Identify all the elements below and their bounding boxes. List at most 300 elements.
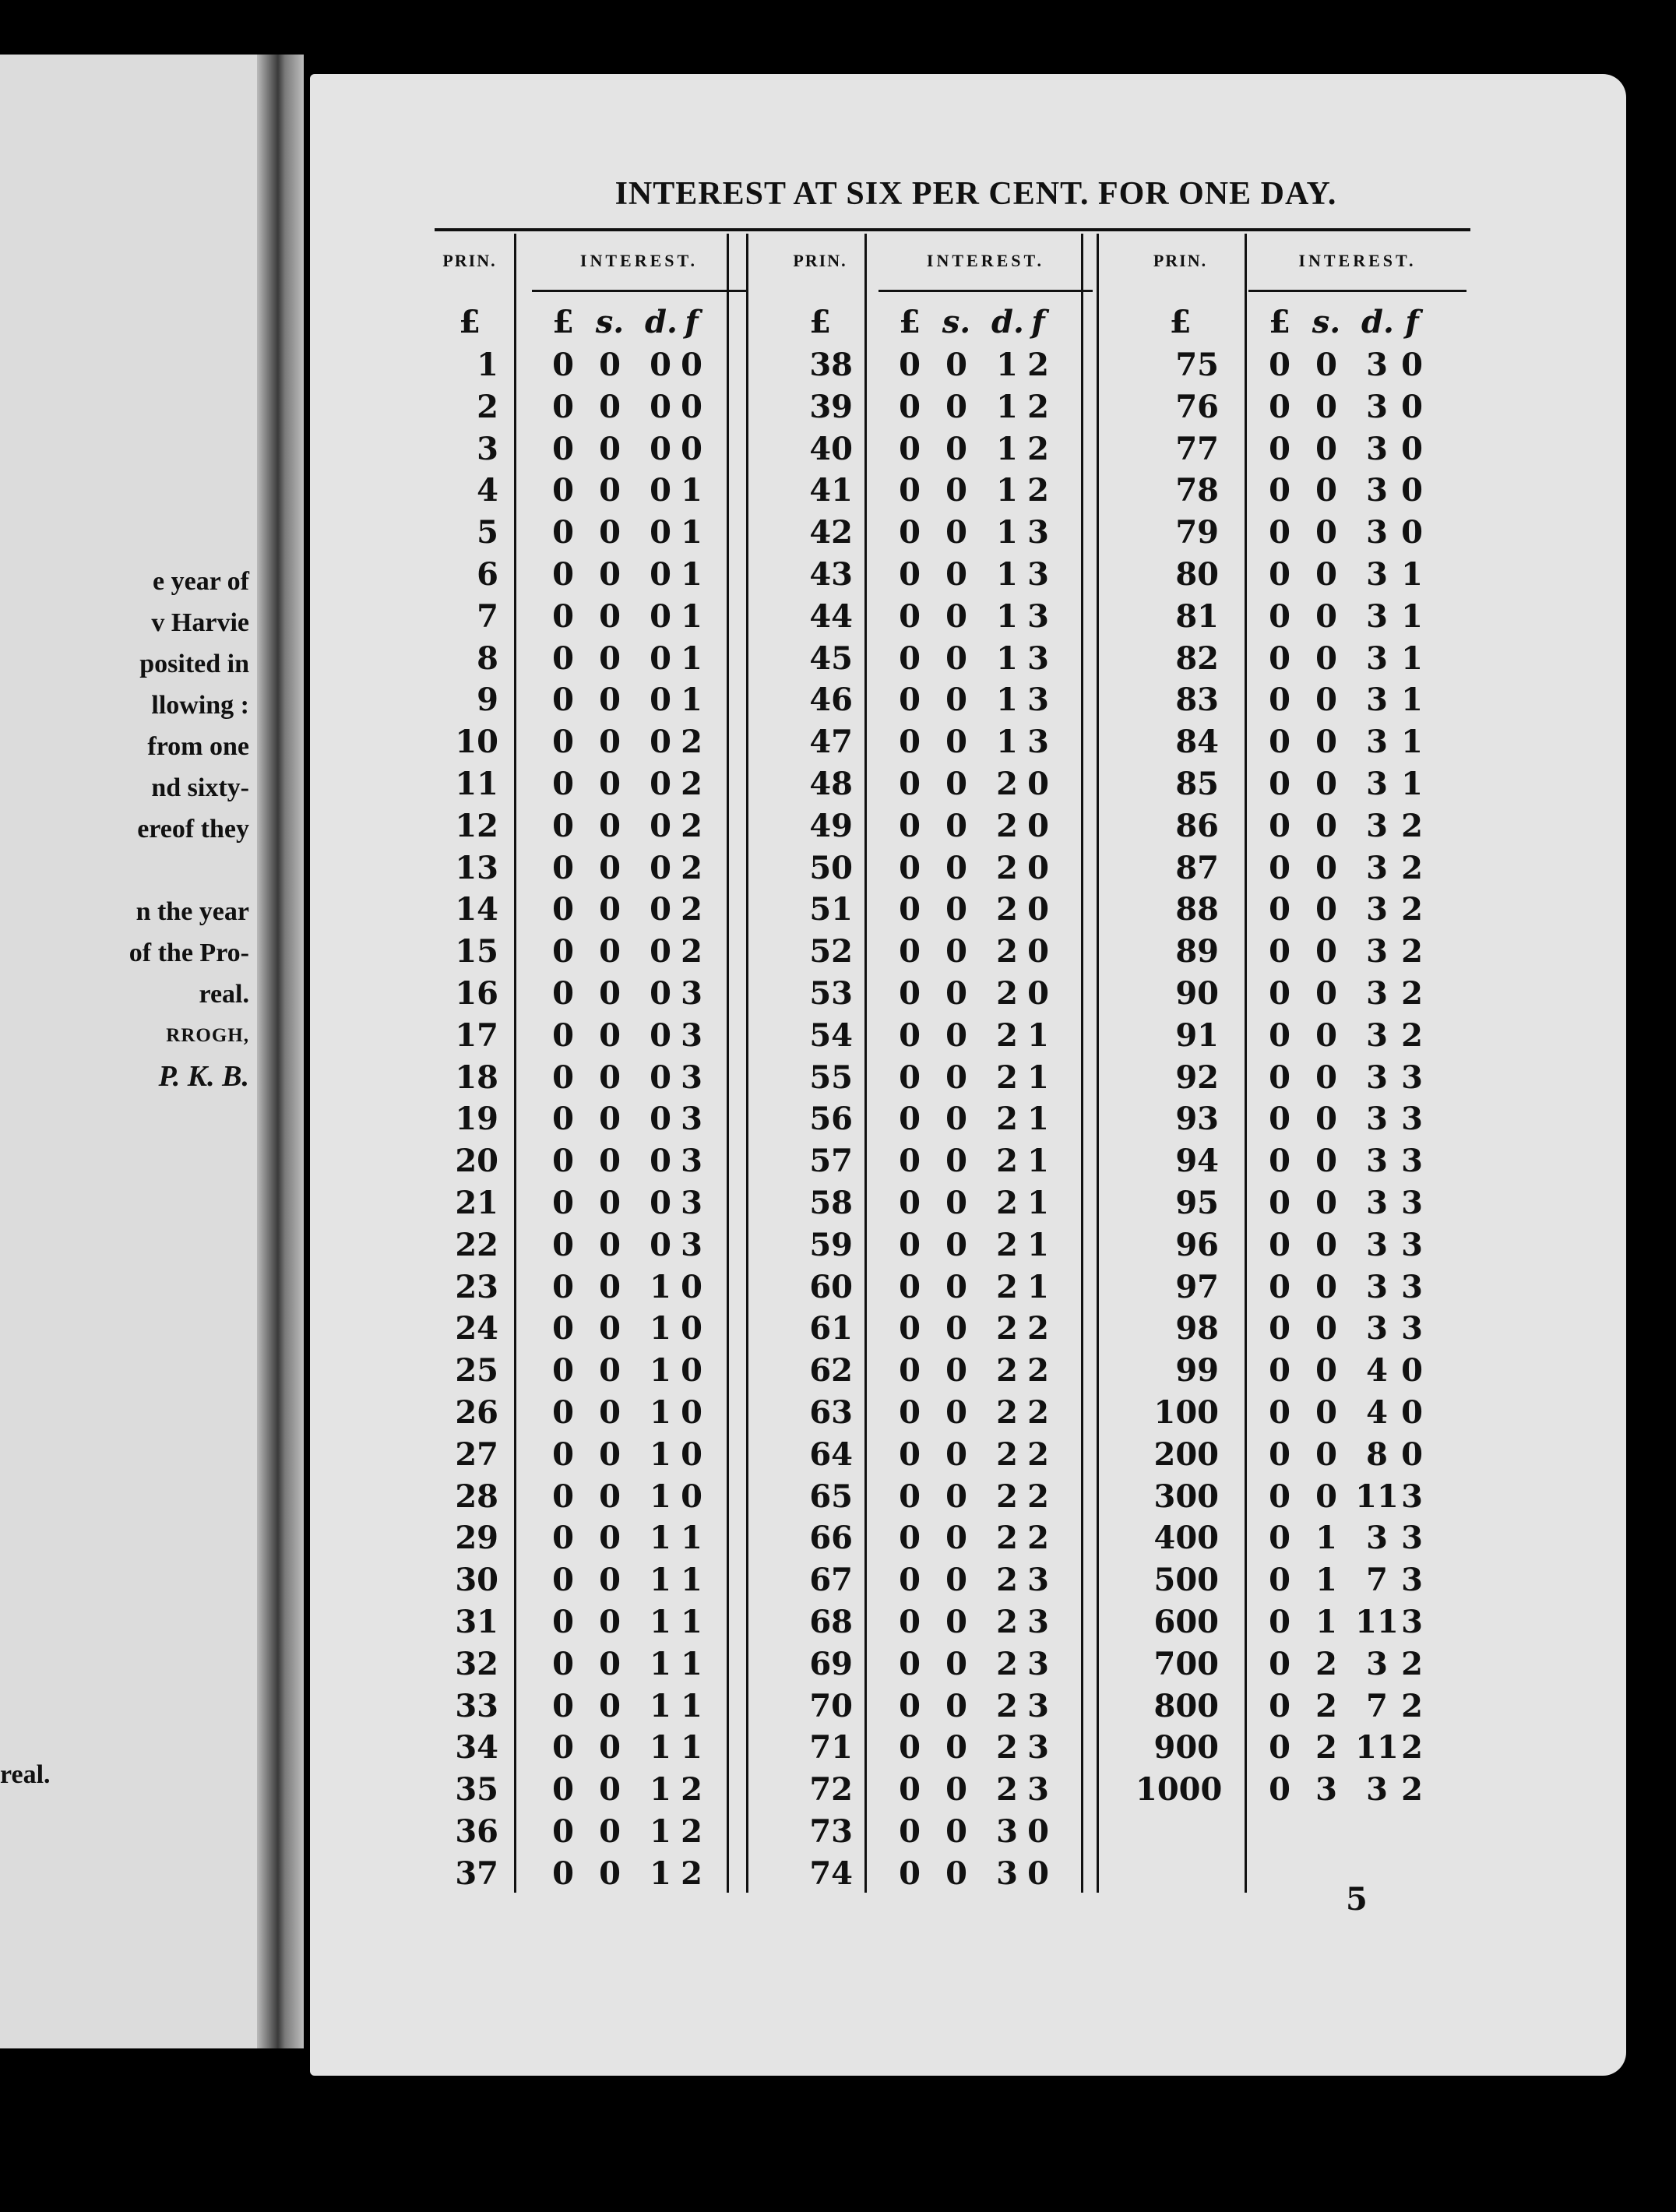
shillings-cell: 0 xyxy=(599,1435,621,1473)
shillings-cell: 0 xyxy=(1315,514,1337,551)
shillings-cell: 0 xyxy=(945,1520,967,1557)
table-row xyxy=(1136,1394,1443,1436)
pence-cell: 1 xyxy=(650,1645,671,1682)
farthings-cell: 3 xyxy=(681,1058,702,1096)
pence-cell: 0 xyxy=(650,639,671,677)
left-page-line: llowing : xyxy=(151,691,249,720)
principal-cell: 5 xyxy=(477,514,498,551)
table-row xyxy=(781,1436,1069,1478)
pounds-cell: 0 xyxy=(899,1562,921,1599)
principal-cell: 600 xyxy=(1153,1603,1219,1640)
pounds-cell: 0 xyxy=(552,1812,574,1850)
principal-cell: 29 xyxy=(455,1520,498,1557)
principal-cell: 45 xyxy=(809,639,853,677)
pounds-cell: 0 xyxy=(899,682,921,719)
pounds-cell: 0 xyxy=(899,1603,921,1640)
pence-cell: 11 xyxy=(1355,1478,1399,1515)
principal-cell: 54 xyxy=(809,1016,853,1054)
pence-cell: 2 xyxy=(996,1603,1018,1640)
farthings-cell: 2 xyxy=(1401,807,1423,844)
farthings-cell: 3 xyxy=(1027,1687,1049,1724)
shillings-cell: 0 xyxy=(1315,555,1337,593)
shillings-cell: 0 xyxy=(599,1687,621,1724)
shillings-cell: 0 xyxy=(945,1393,967,1431)
principal-cell: 44 xyxy=(809,597,853,635)
pounds-cell: 0 xyxy=(1269,974,1290,1012)
shillings-cell: 0 xyxy=(945,1184,967,1221)
pence-cell: 3 xyxy=(1366,682,1388,719)
farthings-cell: 2 xyxy=(1027,1352,1049,1390)
pounds-cell: 0 xyxy=(899,1478,921,1515)
farthings-cell: 2 xyxy=(681,1771,702,1809)
farthings-cell: 3 xyxy=(1027,682,1049,719)
table-row xyxy=(781,1562,1069,1604)
shillings-cell: 0 xyxy=(599,1226,621,1263)
farthings-cell: 3 xyxy=(1401,1310,1423,1347)
shillings-cell: 0 xyxy=(945,724,967,761)
table-row xyxy=(1136,1227,1443,1269)
farthings-cell: 2 xyxy=(1027,1520,1049,1557)
pence-cell: 1 xyxy=(650,1854,671,1892)
shillings-cell: 0 xyxy=(945,974,967,1012)
table-row xyxy=(435,1227,723,1269)
pence-cell: 0 xyxy=(650,1184,671,1221)
farthings-cell: 1 xyxy=(1027,1268,1049,1305)
pounds-cell: 0 xyxy=(552,1729,574,1766)
farthings-cell: 1 xyxy=(1401,682,1423,719)
unit-label: £ xyxy=(1269,304,1290,340)
pence-cell: 1 xyxy=(996,724,1018,761)
pence-cell: 0 xyxy=(650,1226,671,1263)
table-row xyxy=(435,850,723,892)
pounds-cell: 0 xyxy=(552,1226,574,1263)
shillings-cell: 0 xyxy=(945,514,967,551)
table-row xyxy=(781,472,1069,514)
table-row xyxy=(781,1771,1069,1813)
shillings-cell: 0 xyxy=(599,1352,621,1390)
table-row xyxy=(435,1813,723,1855)
principal-cell: 47 xyxy=(809,724,853,761)
pence-cell: 3 xyxy=(1366,891,1388,928)
pence-cell: 3 xyxy=(1366,974,1388,1012)
pence-cell: 1 xyxy=(650,1603,671,1640)
farthings-cell: 3 xyxy=(681,974,702,1012)
shillings-cell: 0 xyxy=(599,430,621,467)
pounds-cell: 0 xyxy=(1269,1310,1290,1347)
pounds-cell: 0 xyxy=(552,1687,574,1724)
pounds-cell: 0 xyxy=(552,1478,574,1515)
principal-cell: 67 xyxy=(809,1562,853,1599)
table-row xyxy=(435,514,723,556)
pence-cell: 3 xyxy=(1366,430,1388,467)
shillings-cell: 0 xyxy=(1315,724,1337,761)
principal-cell: 84 xyxy=(1175,724,1219,761)
pounds-cell: 0 xyxy=(552,555,574,593)
pounds-cell: 0 xyxy=(899,555,921,593)
table-row xyxy=(1136,1436,1443,1478)
pounds-cell: 0 xyxy=(1269,891,1290,928)
shillings-cell: 0 xyxy=(599,1143,621,1180)
unit-label: d. xyxy=(645,304,678,340)
shillings-cell: 1 xyxy=(1315,1520,1337,1557)
header-interest: INTEREST. xyxy=(926,251,1045,270)
principal-cell: 14 xyxy=(455,891,498,928)
shillings-cell: 0 xyxy=(945,472,967,509)
pounds-cell: 0 xyxy=(899,388,921,425)
farthings-cell: 3 xyxy=(1027,1729,1049,1766)
farthings-cell: 1 xyxy=(1027,1016,1049,1054)
pence-cell: 2 xyxy=(996,1478,1018,1515)
pence-cell: 0 xyxy=(650,933,671,970)
unit-label: s. xyxy=(595,304,625,340)
pence-cell: 1 xyxy=(650,1435,671,1473)
pence-cell: 2 xyxy=(996,849,1018,886)
pounds-cell: 0 xyxy=(899,1184,921,1221)
table-row xyxy=(1136,1352,1443,1394)
principal-cell: 32 xyxy=(455,1645,498,1682)
pence-cell: 0 xyxy=(650,1058,671,1096)
table-row xyxy=(435,1269,723,1311)
shillings-cell: 0 xyxy=(1315,1393,1337,1431)
table-row xyxy=(1136,347,1443,389)
farthings-cell: 1 xyxy=(681,682,702,719)
farthings-cell: 3 xyxy=(1027,514,1049,551)
principal-cell: 56 xyxy=(809,1101,853,1138)
principal-cell: 19 xyxy=(455,1101,498,1138)
farthings-cell: 0 xyxy=(1027,765,1049,802)
unit-label: f xyxy=(685,304,699,340)
pounds-cell: 0 xyxy=(1269,1393,1290,1431)
farthings-cell: 2 xyxy=(681,933,702,970)
table-row xyxy=(781,514,1069,556)
column-rule xyxy=(746,234,748,1893)
left-page-bottom-text: real. xyxy=(0,1760,51,1789)
shillings-cell: 0 xyxy=(1315,388,1337,425)
pounds-cell: 0 xyxy=(1269,514,1290,551)
farthings-cell: 3 xyxy=(1401,1058,1423,1096)
shillings-cell: 0 xyxy=(599,597,621,635)
shillings-cell: 0 xyxy=(1315,933,1337,970)
pounds-cell: 0 xyxy=(1269,1435,1290,1473)
table-row xyxy=(435,556,723,598)
table-row xyxy=(435,975,723,1017)
pounds-cell: 0 xyxy=(552,682,574,719)
farthings-cell: 0 xyxy=(681,1393,702,1431)
principal-cell: 25 xyxy=(455,1352,498,1390)
pounds-cell: 0 xyxy=(899,430,921,467)
shillings-cell: 0 xyxy=(945,1435,967,1473)
table-row xyxy=(781,1310,1069,1352)
table-row xyxy=(781,1646,1069,1688)
shillings-cell: 0 xyxy=(599,974,621,1012)
table-row xyxy=(1136,891,1443,933)
shillings-cell: 0 xyxy=(945,639,967,677)
principal-cell: 85 xyxy=(1175,765,1219,802)
principal-cell: 52 xyxy=(809,933,853,970)
principal-cell: 18 xyxy=(455,1058,498,1096)
shillings-cell: 0 xyxy=(945,1101,967,1138)
table-row xyxy=(781,766,1069,808)
table-row xyxy=(781,1059,1069,1101)
pounds-cell: 0 xyxy=(899,974,921,1012)
farthings-cell: 3 xyxy=(1401,1520,1423,1557)
farthings-cell: 1 xyxy=(681,1562,702,1599)
pence-cell: 1 xyxy=(650,1520,671,1557)
pounds-cell: 0 xyxy=(1269,1478,1290,1515)
pounds-cell: 0 xyxy=(899,1687,921,1724)
shillings-cell: 0 xyxy=(945,555,967,593)
farthings-cell: 0 xyxy=(681,1268,702,1305)
table-row xyxy=(435,1059,723,1101)
table-row xyxy=(435,808,723,850)
pounds-cell: 0 xyxy=(899,639,921,677)
principal-cell: 68 xyxy=(809,1603,853,1640)
farthings-cell: 2 xyxy=(1027,430,1049,467)
pounds-cell: 0 xyxy=(899,765,921,802)
pounds-cell: 0 xyxy=(1269,472,1290,509)
table-row xyxy=(435,766,723,808)
principal-cell: 300 xyxy=(1153,1478,1219,1515)
farthings-cell: 0 xyxy=(1027,849,1049,886)
table-row xyxy=(1136,1310,1443,1352)
pounds-cell: 0 xyxy=(1269,1729,1290,1766)
farthings-cell: 3 xyxy=(1401,1101,1423,1138)
shillings-cell: 0 xyxy=(1315,1352,1337,1390)
pounds-cell: 0 xyxy=(552,849,574,886)
principal-cell: 41 xyxy=(809,472,853,509)
pence-cell: 3 xyxy=(1366,1268,1388,1305)
unit-label: £ xyxy=(1169,304,1192,340)
pounds-cell: 0 xyxy=(1269,1352,1290,1390)
pounds-cell: 0 xyxy=(552,724,574,761)
pounds-cell: 0 xyxy=(899,1771,921,1809)
page-title: INTEREST AT SIX PER CENT. FOR ONE DAY. xyxy=(614,176,1337,212)
pounds-cell: 0 xyxy=(1269,682,1290,719)
principal-cell: 3 xyxy=(477,430,498,467)
left-page-line: from one xyxy=(147,732,249,761)
pence-cell: 2 xyxy=(996,1184,1018,1221)
principal-cell: 98 xyxy=(1175,1310,1219,1347)
pounds-cell: 0 xyxy=(1269,555,1290,593)
pounds-cell: 0 xyxy=(899,1143,921,1180)
principal-cell: 26 xyxy=(455,1393,498,1431)
pounds-cell: 0 xyxy=(899,1435,921,1473)
principal-cell: 50 xyxy=(809,849,853,886)
shillings-cell: 0 xyxy=(599,1812,621,1850)
farthings-cell: 2 xyxy=(681,891,702,928)
farthings-cell: 0 xyxy=(681,430,702,467)
farthings-cell: 1 xyxy=(681,1729,702,1766)
farthings-cell: 3 xyxy=(1401,1478,1423,1515)
pounds-cell: 0 xyxy=(1269,1268,1290,1305)
principal-cell: 75 xyxy=(1175,347,1219,383)
shillings-cell: 0 xyxy=(945,1687,967,1724)
pence-cell: 8 xyxy=(1366,1435,1388,1473)
farthings-cell: 2 xyxy=(1401,1729,1423,1766)
pounds-cell: 0 xyxy=(899,891,921,928)
shillings-cell: 0 xyxy=(599,891,621,928)
shillings-cell: 0 xyxy=(945,347,967,383)
shillings-cell: 0 xyxy=(945,1562,967,1599)
table-row xyxy=(1136,1604,1443,1646)
shillings-cell: 2 xyxy=(1315,1687,1337,1724)
table-row xyxy=(781,975,1069,1017)
pounds-cell: 0 xyxy=(552,430,574,467)
principal-cell: 38 xyxy=(809,347,853,383)
pence-cell: 1 xyxy=(996,682,1018,719)
pence-cell: 3 xyxy=(1366,1184,1388,1221)
table-row xyxy=(435,431,723,473)
principal-cell: 87 xyxy=(1175,849,1219,886)
shillings-cell: 2 xyxy=(1315,1729,1337,1766)
pence-cell: 1 xyxy=(996,639,1018,677)
pounds-cell: 0 xyxy=(1269,347,1290,383)
shillings-cell: 0 xyxy=(1315,1143,1337,1180)
principal-cell: 70 xyxy=(809,1687,853,1724)
table-row xyxy=(781,808,1069,850)
shillings-cell: 0 xyxy=(599,1478,621,1515)
table-row xyxy=(1136,1729,1443,1771)
shillings-cell: 0 xyxy=(945,807,967,844)
shillings-cell: 0 xyxy=(599,849,621,886)
left-page-text xyxy=(0,561,249,1097)
table-row xyxy=(1136,640,1443,682)
table-row xyxy=(1136,1017,1443,1059)
farthings-cell: 0 xyxy=(1401,514,1423,551)
table-rows xyxy=(1136,347,1443,1813)
pence-cell: 1 xyxy=(650,1729,671,1766)
table-row xyxy=(1136,1646,1443,1688)
unit-label: s. xyxy=(1312,304,1341,340)
table-row xyxy=(435,640,723,682)
pence-cell: 2 xyxy=(996,1729,1018,1766)
principal-cell: 4 xyxy=(477,472,498,509)
farthings-cell: 3 xyxy=(1027,1603,1049,1640)
shillings-cell: 1 xyxy=(1315,1562,1337,1599)
table-row xyxy=(1136,975,1443,1017)
table-row xyxy=(1136,724,1443,766)
principal-cell: 94 xyxy=(1175,1143,1219,1180)
table-row xyxy=(781,1394,1069,1436)
shillings-cell: 0 xyxy=(1315,430,1337,467)
pounds-cell: 0 xyxy=(552,1603,574,1640)
shillings-cell: 0 xyxy=(945,891,967,928)
book-gutter xyxy=(257,55,304,2048)
principal-cell: 51 xyxy=(809,891,853,928)
pounds-cell: 0 xyxy=(1269,807,1290,844)
pence-cell: 0 xyxy=(650,472,671,509)
shillings-cell: 0 xyxy=(1315,472,1337,509)
pounds-cell: 0 xyxy=(552,933,574,970)
pence-cell: 0 xyxy=(650,430,671,467)
principal-cell: 73 xyxy=(809,1812,853,1850)
pence-cell: 1 xyxy=(650,1562,671,1599)
shillings-cell: 0 xyxy=(599,1268,621,1305)
farthings-cell: 2 xyxy=(1027,1310,1049,1347)
shillings-cell: 0 xyxy=(599,807,621,844)
table-row xyxy=(781,1855,1069,1897)
pence-cell: 0 xyxy=(650,682,671,719)
pence-cell: 2 xyxy=(996,1101,1018,1138)
principal-cell: 31 xyxy=(455,1603,498,1640)
pounds-cell: 0 xyxy=(1269,724,1290,761)
table-row xyxy=(1136,1059,1443,1101)
table-row xyxy=(781,1478,1069,1520)
left-page-line: v Harvie xyxy=(151,608,249,637)
table-row xyxy=(781,891,1069,933)
pounds-cell: 0 xyxy=(1269,1603,1290,1640)
principal-cell: 49 xyxy=(809,807,853,844)
principal-cell: 86 xyxy=(1175,807,1219,844)
pounds-cell: 0 xyxy=(552,1310,574,1347)
shillings-cell: 0 xyxy=(1315,1310,1337,1347)
principal-cell: 59 xyxy=(809,1226,853,1263)
shillings-cell: 0 xyxy=(1315,1268,1337,1305)
table-row xyxy=(435,347,723,389)
table-row xyxy=(435,1185,723,1227)
pounds-cell: 0 xyxy=(1269,639,1290,677)
pounds-cell: 0 xyxy=(552,472,574,509)
farthings-cell: 3 xyxy=(681,1143,702,1180)
pounds-cell: 0 xyxy=(899,1226,921,1263)
table-row xyxy=(781,682,1069,724)
farthings-cell: 0 xyxy=(1027,891,1049,928)
shillings-cell: 0 xyxy=(1315,1478,1337,1515)
table-row xyxy=(781,1729,1069,1771)
unit-label: f xyxy=(1031,304,1045,340)
farthings-cell: 2 xyxy=(1401,933,1423,970)
pence-cell: 1 xyxy=(996,514,1018,551)
principal-cell: 71 xyxy=(809,1729,853,1766)
shillings-cell: 0 xyxy=(1315,807,1337,844)
table-row xyxy=(1136,1562,1443,1604)
principal-cell: 43 xyxy=(809,555,853,593)
principal-cell: 1 xyxy=(477,347,498,383)
unit-label: £ xyxy=(809,304,831,340)
shillings-cell: 0 xyxy=(599,514,621,551)
table-row xyxy=(435,933,723,975)
principal-cell: 79 xyxy=(1175,514,1219,551)
farthings-cell: 3 xyxy=(681,1184,702,1221)
pence-cell: 0 xyxy=(650,849,671,886)
shillings-cell: 0 xyxy=(599,1184,621,1221)
farthings-cell: 1 xyxy=(1401,597,1423,635)
shillings-cell: 0 xyxy=(599,1729,621,1766)
pounds-cell: 0 xyxy=(552,347,574,383)
pence-cell: 1 xyxy=(650,1393,671,1431)
pounds-cell: 0 xyxy=(552,1393,574,1431)
shillings-cell: 0 xyxy=(599,1016,621,1054)
pence-cell: 3 xyxy=(1366,472,1388,509)
pence-cell: 3 xyxy=(1366,514,1388,551)
pounds-cell: 0 xyxy=(899,514,921,551)
shillings-cell: 0 xyxy=(1315,1016,1337,1054)
farthings-cell: 1 xyxy=(1027,1226,1049,1263)
principal-cell: 91 xyxy=(1175,1016,1219,1054)
pounds-cell: 0 xyxy=(899,724,921,761)
table-row xyxy=(1136,472,1443,514)
farthings-cell: 2 xyxy=(1027,1478,1049,1515)
principal-cell: 81 xyxy=(1175,597,1219,635)
table-row xyxy=(435,1394,723,1436)
farthings-cell: 3 xyxy=(1027,1771,1049,1809)
farthings-cell: 3 xyxy=(681,1101,702,1138)
table-row xyxy=(781,1269,1069,1311)
principal-cell: 13 xyxy=(455,849,498,886)
principal-cell: 76 xyxy=(1175,388,1219,425)
table-row xyxy=(781,1813,1069,1855)
principal-cell: 53 xyxy=(809,974,853,1012)
